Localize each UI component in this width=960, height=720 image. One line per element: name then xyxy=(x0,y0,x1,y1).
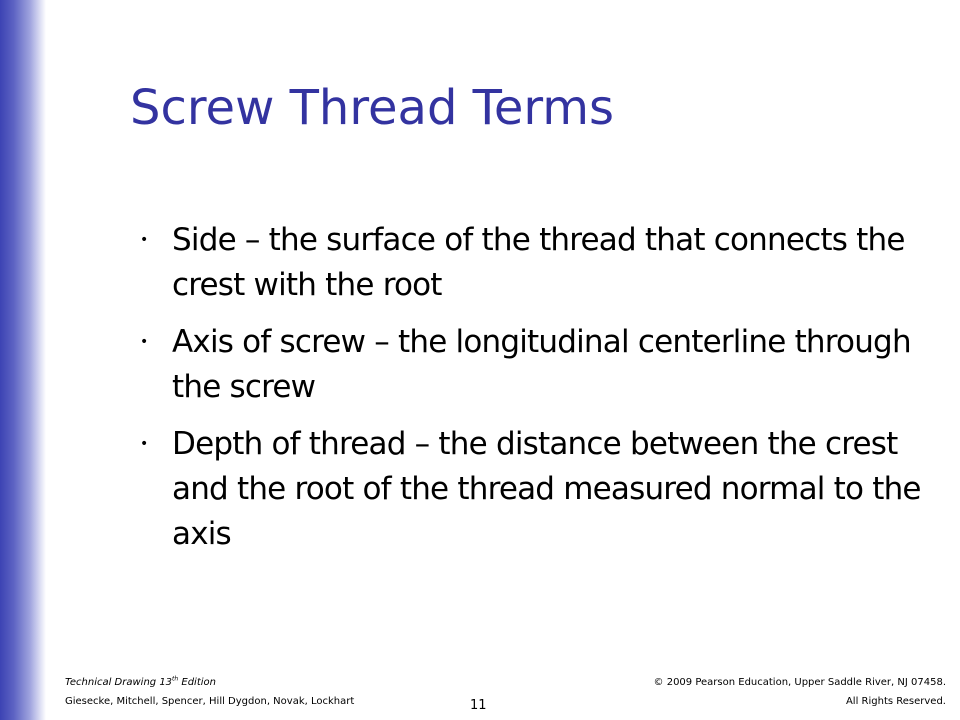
bullet-item-axis-of-screw xyxy=(130,320,930,410)
footer-book-title xyxy=(65,676,354,690)
book-title-suffix: Edition xyxy=(178,677,216,688)
footer-rights: All Rights Reserved. xyxy=(845,696,946,707)
bullet-text: Axis of screw – the longitudinal centerline through the screw xyxy=(172,324,911,405)
sidebar-gradient-bar xyxy=(0,0,46,720)
footer-book-info xyxy=(65,676,354,709)
bullet-list xyxy=(130,218,930,569)
bullet-dot-icon: • xyxy=(140,436,148,452)
bullet-dot-icon: • xyxy=(140,232,148,248)
footer-authors: Giesecke, Mitchell, Spencer, Hill Dygdon, Novak, Lockhart xyxy=(65,696,355,707)
bullet-item-depth-of-thread xyxy=(130,422,930,557)
bullet-text: Side – the surface of the thread that connects the crest with the root xyxy=(172,222,905,303)
footer-copyright: © 2009 Pearson Education, Upper Saddle River, NJ 07458. xyxy=(653,677,946,688)
bullet-text: Depth of thread – the distance between the crest and the root of the thread measured normal to the axis xyxy=(172,426,921,552)
book-title-prefix: Technical Drawing 13 xyxy=(65,677,173,688)
page-number: 11 xyxy=(470,698,487,713)
footer-copyright-block xyxy=(654,676,946,709)
slide-title: Screw Thread Terms xyxy=(130,80,615,136)
book-title-superscript: th xyxy=(172,675,179,683)
bullet-item-side xyxy=(130,218,930,308)
bullet-dot-icon: • xyxy=(140,334,148,350)
